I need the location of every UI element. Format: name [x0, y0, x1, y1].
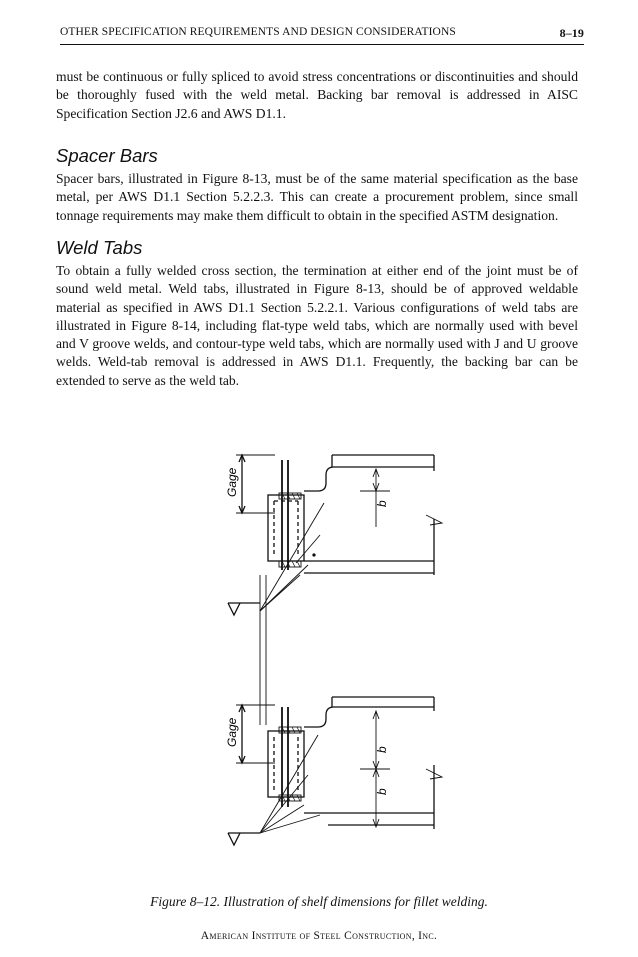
- top-detail: [228, 455, 442, 725]
- b-label-bottom-2: b: [375, 788, 389, 795]
- b-label-top: b: [375, 500, 389, 507]
- page-number: 8–19: [559, 26, 584, 40]
- intro-paragraph: must be continuous or fully spliced to avoid stress concentrations or discontinuities and should be thoroughly fused with the weld metal. Backing bar removal is addressed in AISC Specification Section J2.6 and AWS D1.1.: [56, 69, 578, 121]
- header-rule: [60, 44, 584, 45]
- section-heading-spacer-bars: Spacer Bars: [56, 145, 158, 166]
- publisher-footer: American Institute of Steel Construction, Inc.: [200, 930, 438, 942]
- figure-caption: Figure 8–12. Illustration of shelf dimensions for fillet welding.: [150, 894, 488, 909]
- header-title: OTHER SPECIFICATION REQUIREMENTS AND DESIGN CONSIDERATIONS: [60, 26, 456, 38]
- section-heading-weld-tabs: Weld Tabs: [56, 237, 143, 258]
- weld-tabs-paragraph: To obtain a fully welded cross section, the termination at either end of the joint must be of sound weld metal. Weld tabs, illustrated in Figure 8-13, should be of approved weldable material as specified in AWS D1.1 Section 5.2.2.1. Various configurations of weld tabs are illustrated in Figure 8-14, including flat-type weld tabs, which are normally used with bevel and V groove welds, and contour-type weld tabs, which are normally used with J and U groove welds. Weld-tab removal is addressed in AWS D1.1. Frequently, the backing bar can be extended to serve as the weld tab.: [56, 263, 578, 388]
- running-header: [60, 26, 584, 44]
- figure-8-12: [200, 435, 590, 855]
- gage-label-top: Gage: [225, 467, 239, 497]
- gage-label-bottom: Gage: [225, 717, 239, 747]
- b-label-bottom-1: b: [375, 746, 389, 753]
- shelf-dimension-drawing: [200, 435, 590, 855]
- spacer-bars-paragraph: Spacer bars, illustrated in Figure 8-13, must be of the same material specification as the base metal, per AWS D1.1 Section 5.2.2.3. This can create a procurement problem, since small tonnage requirements may make them difficult to obtain in the specified ASTM designation.: [56, 171, 578, 223]
